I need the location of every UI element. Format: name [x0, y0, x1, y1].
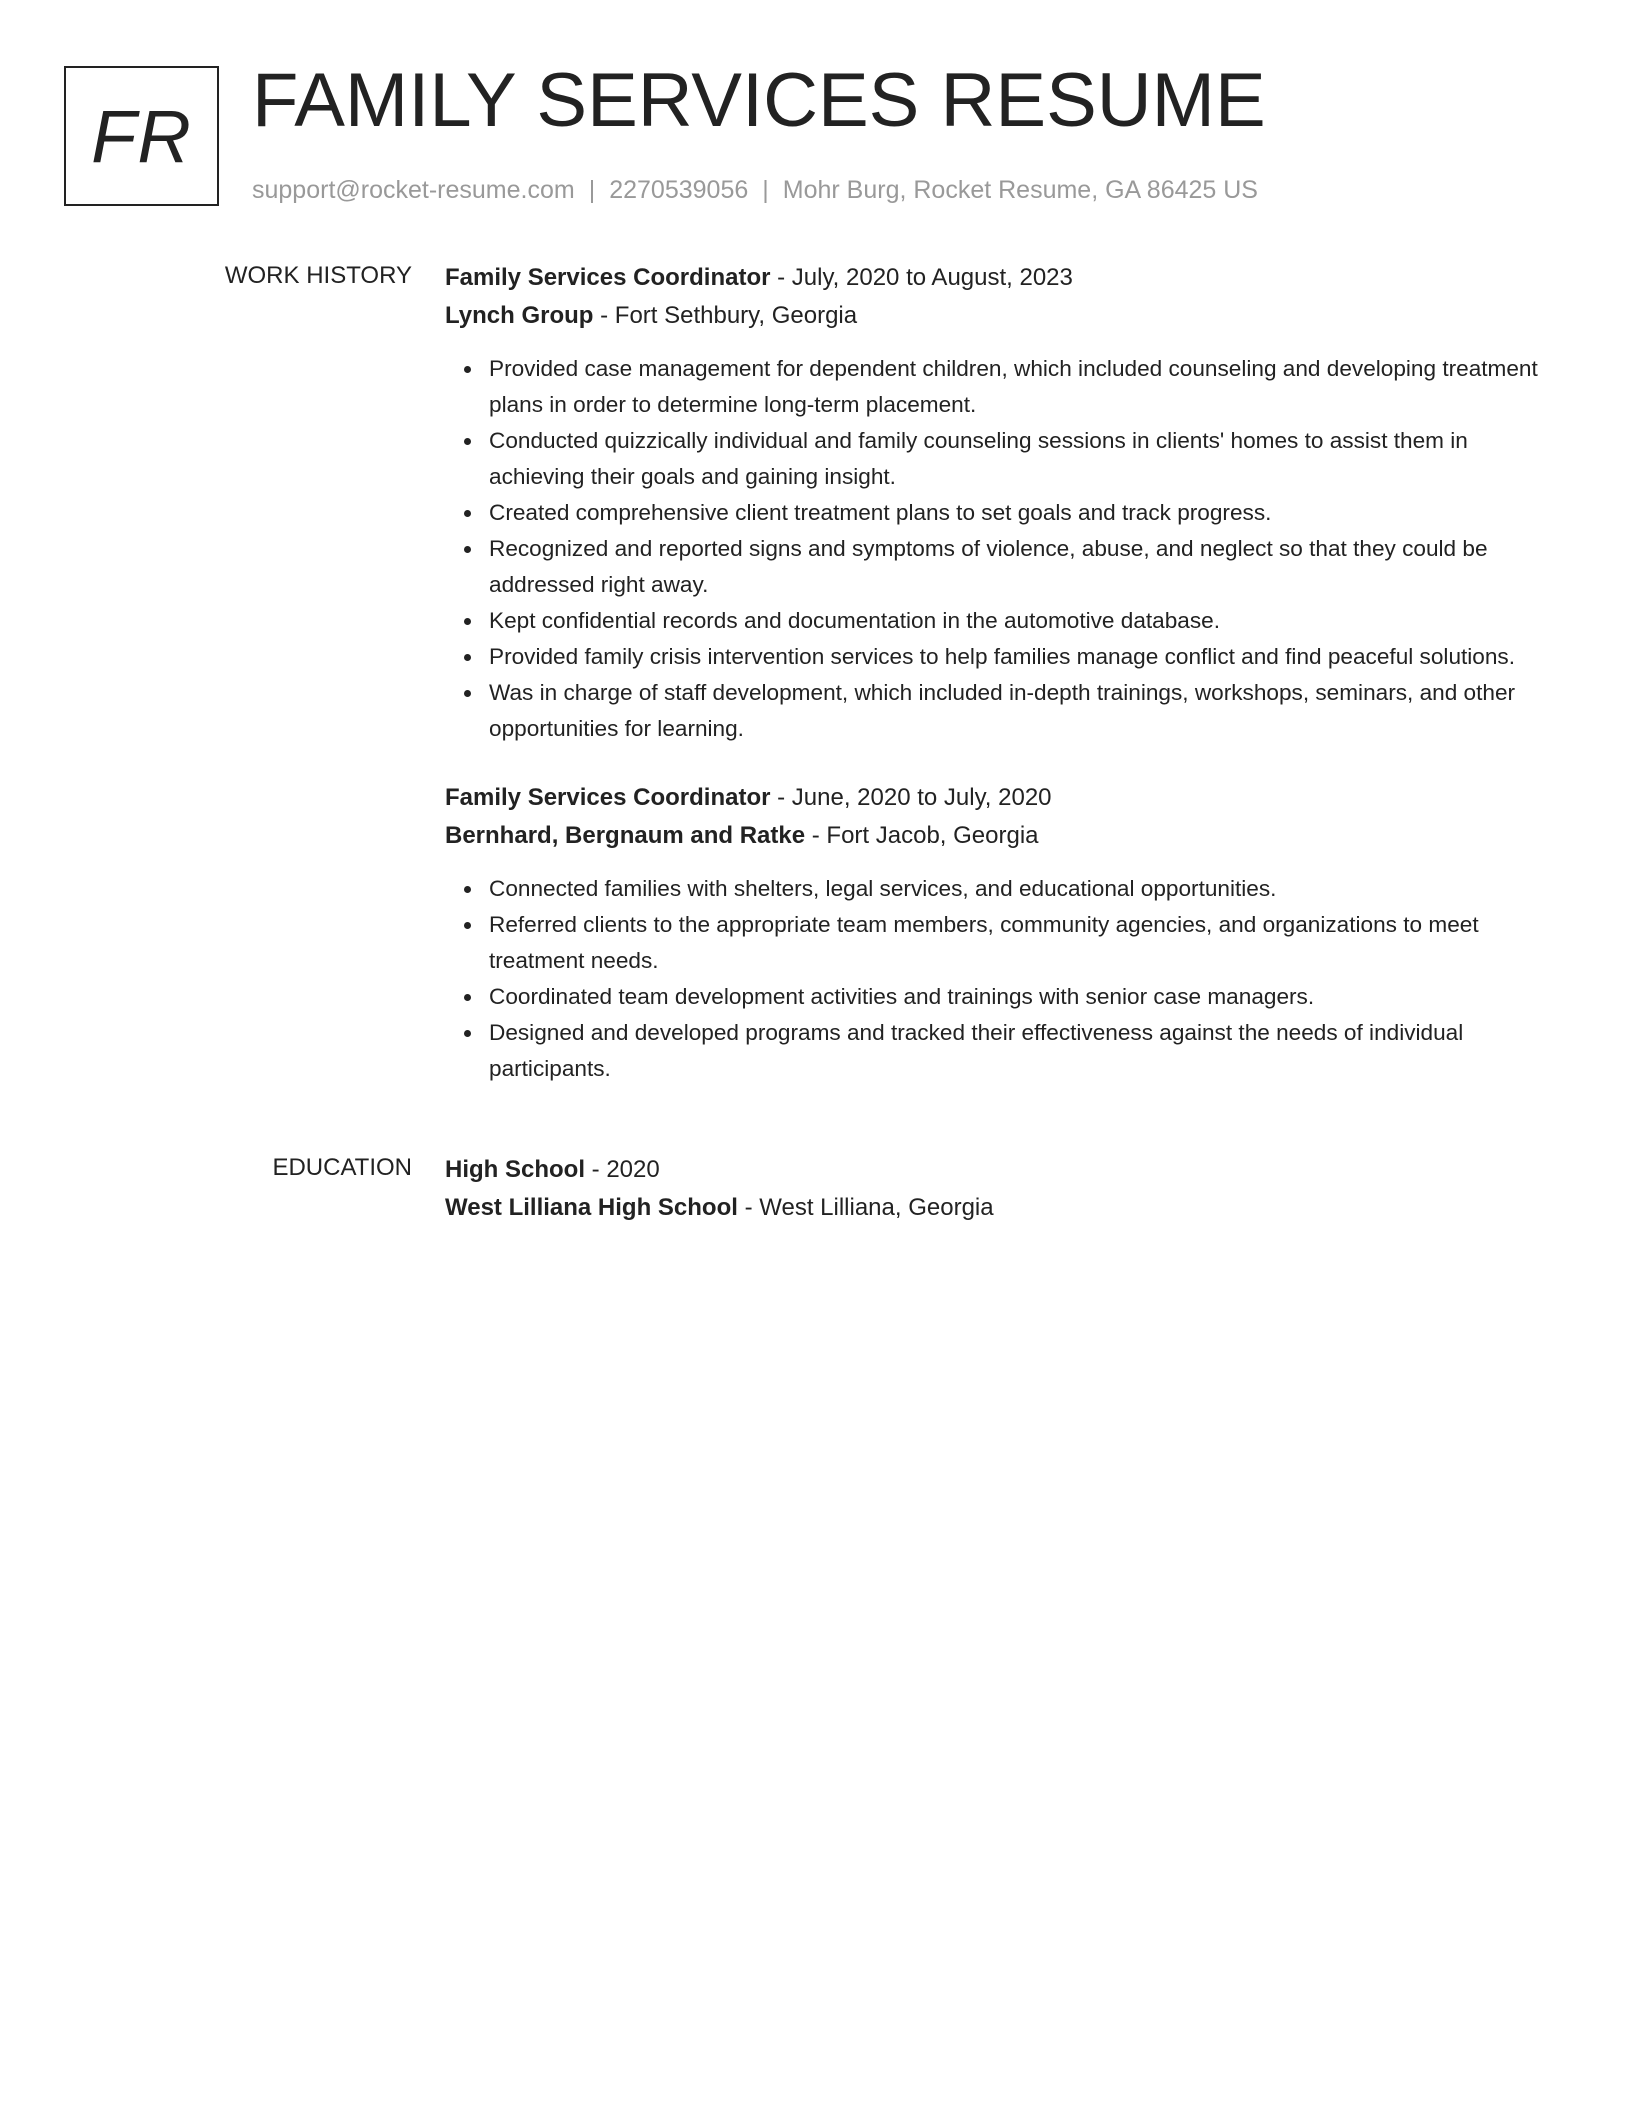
- education-degree: High School: [445, 1156, 585, 1183]
- page-title: FAMILY SERVICES RESUME: [252, 58, 1266, 143]
- job-bullets: [445, 871, 1565, 1087]
- contact-phone: 2270539056: [609, 176, 749, 204]
- job-bullet: Designed and developed programs and tracked their effectiveness against the needs of individual participants.: [489, 1015, 1565, 1087]
- section-label-education: EDUCATION: [272, 1154, 412, 1181]
- job-bullet: Kept confidential records and documentation in the automotive database.: [489, 603, 1565, 639]
- contact-line: [252, 173, 1258, 207]
- job-company-line: [445, 817, 1565, 855]
- job-bullet: Was in charge of staff development, which included in-depth trainings, workshops, seminars, and other opportunities for learning.: [489, 675, 1565, 747]
- job-title-line: [445, 779, 1565, 817]
- job-location: - Fort Sethbury, Georgia: [593, 302, 858, 329]
- contact-separator: |: [588, 176, 596, 204]
- contact-separator: |: [762, 176, 769, 204]
- education-location: - West Lilliana, Georgia: [737, 1194, 994, 1221]
- job-location: - Fort Jacob, Georgia: [805, 822, 1039, 849]
- work-history-body: [445, 259, 1565, 1087]
- job-bullet: Created comprehensive client treatment plans to set goals and track progress.: [489, 495, 1565, 531]
- job-bullet: Connected families with shelters, legal services, and educational opportunities.: [489, 871, 1565, 907]
- education-school-line: [445, 1189, 1565, 1227]
- job-company-line: [445, 297, 1565, 335]
- job-title: Family Services Coordinator: [445, 264, 771, 291]
- initials-logo: [64, 66, 219, 206]
- job-bullets: [445, 351, 1565, 747]
- job-bullet: Recognized and reported signs and symptoms of violence, abuse, and neglect so that they could be addressed right away.: [489, 531, 1565, 603]
- education-year: - 2020: [585, 1156, 660, 1183]
- job-company: Lynch Group: [445, 302, 594, 329]
- initials-text: FR: [91, 94, 192, 178]
- education-body: [445, 1151, 1565, 1227]
- job-dates: - June, 2020 to July, 2020: [770, 784, 1052, 811]
- contact-email: support@rocket-resume.com: [252, 176, 575, 204]
- job-company: Bernhard, Bergnaum and Ratke: [445, 822, 806, 849]
- job-entry: [445, 779, 1565, 1087]
- education-school: West Lilliana High School: [445, 1194, 738, 1221]
- job-bullet: Provided case management for dependent children, which included counseling and developing treatment plans in order to determine long-term placement.: [489, 351, 1565, 423]
- job-bullet: Coordinated team development activities and trainings with senior case managers.: [489, 979, 1565, 1015]
- job-dates: - July, 2020 to August, 2023: [770, 264, 1073, 291]
- job-title-line: [445, 259, 1565, 297]
- section-label-work-history: WORK HISTORY: [224, 262, 412, 289]
- job-title: Family Services Coordinator: [445, 784, 771, 811]
- job-bullet: Conducted quizzically individual and family counseling sessions in clients' homes to assist them in achieving their goals and gaining insight.: [489, 423, 1565, 495]
- job-entry: [445, 259, 1565, 747]
- contact-address: Mohr Burg, Rocket Resume, GA 86425 US: [782, 176, 1258, 204]
- job-bullet: Referred clients to the appropriate team members, community agencies, and organizations to meet treatment needs.: [489, 907, 1565, 979]
- job-bullet: Provided family crisis intervention services to help families manage conflict and find peaceful solutions.: [489, 639, 1565, 675]
- education-degree-line: [445, 1151, 1565, 1189]
